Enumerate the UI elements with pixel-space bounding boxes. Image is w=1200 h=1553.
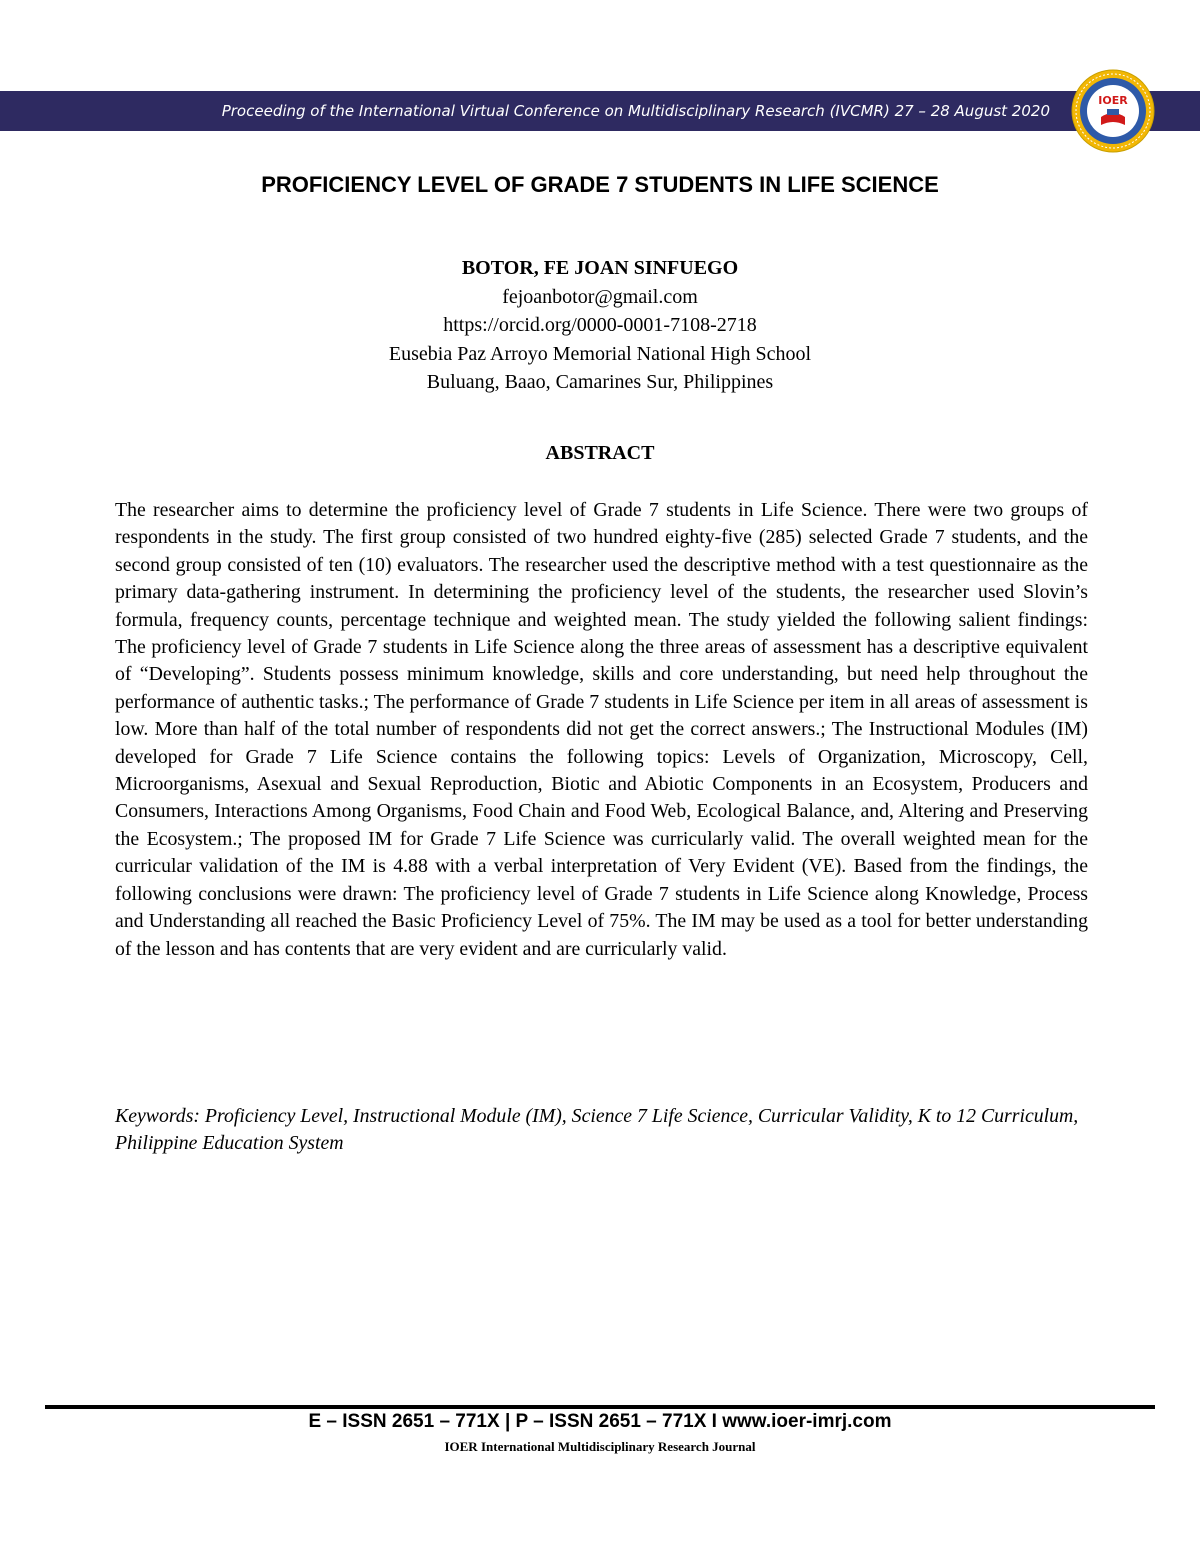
paper-title: PROFICIENCY LEVEL OF GRADE 7 STUDENTS IN LIFE SCIENCE xyxy=(261,172,939,197)
author-orcid: https://orcid.org/0000-0001-7108-2718 xyxy=(443,314,757,336)
author-email: fejoanbotor@gmail.com xyxy=(502,285,698,308)
author-address: Buluang, Baao, Camarines Sur, Philippines xyxy=(426,371,774,393)
footer-issn: E – ISSN 2651 – 771X | P – ISSN 2651 – 771X I www.ioer-imrj.com xyxy=(308,1411,892,1432)
abstract-heading: ABSTRACT xyxy=(545,442,655,464)
conference-banner xyxy=(0,91,1200,131)
ioer-seal-icon xyxy=(1071,69,1155,153)
footer-divider xyxy=(45,1405,1155,1409)
abstract-text: The researcher aims to determine the proficiency level of Grade 7 students in Life Science. There were two groups of respondents in the study. The first group consisted of two hundred eighty-five (285) selected Grade 7 students, and the second group consisted of ten (10) evaluators. The researcher used the descriptive method with a test questionnaire as the primary data-gathering instrument. In determining the proficiency level of the students, the researcher used Slovin’s formula, frequency counts, percentage technique and weighted mean. The study yielded the following salient findings: The proficiency level of Grade 7 students in Life Science along the three areas of assessment has a descriptive equivalent of “Developing”. Students possess minimum knowledge, skills and core understanding, but need help throughout the performance of authentic tasks.; The performance of Grade 7 students in Life Science per item in all areas of assessment is low. More than half of the total number of respondents did not get the correct answers.; The Instructional Modules (IM) developed for Grade 7 Life Science contains the following topics: Levels of Organization, Microscopy, Cell, Microorganisms, Asexual and Sexual Reproduction, Biotic and Abiotic Components in an Ecosystem, Producers and Consumers, Interactions Among Organisms, Food Chain and Food Web, Ecological Balance, and, Altering and Preserving the Ecosystem.; The proposed IM for Grade 7 Life Science was curricularly valid. The overall weighted mean for the curricular validation of the IM is 4.88 with a verbal interpretation of Very Evident (VE). Based from the findings, the following conclusions were drawn: The proficiency level of Grade 7 students in Life Science along Knowledge, Process and Understanding all reached the Basic Proficiency Level of 75%. The IM may be used as a tool for better understanding of the lesson and has contents that are very evident and are curricularly valid. xyxy=(115,499,1088,960)
footer-journal-name: IOER International Multidisciplinary Research Journal xyxy=(444,1439,756,1454)
author-school: Eusebia Paz Arroyo Memorial National High School xyxy=(388,342,812,365)
keywords: Keywords: Proficiency Level, Instructional Module (IM), Science 7 Life Science, Curricular Validity, K to 12 Curriculum, Philippine Education System xyxy=(115,1105,1079,1155)
author-block xyxy=(0,254,1200,397)
author-name: BOTOR, FE JOAN SINFUEGO xyxy=(461,257,739,279)
logo-text: IOER xyxy=(1098,94,1128,107)
conference-banner-text: Proceeding of the International Virtual Conference on Multidisciplinary Research (IVCMR) 27 – 28 August 2020 xyxy=(221,102,1050,120)
